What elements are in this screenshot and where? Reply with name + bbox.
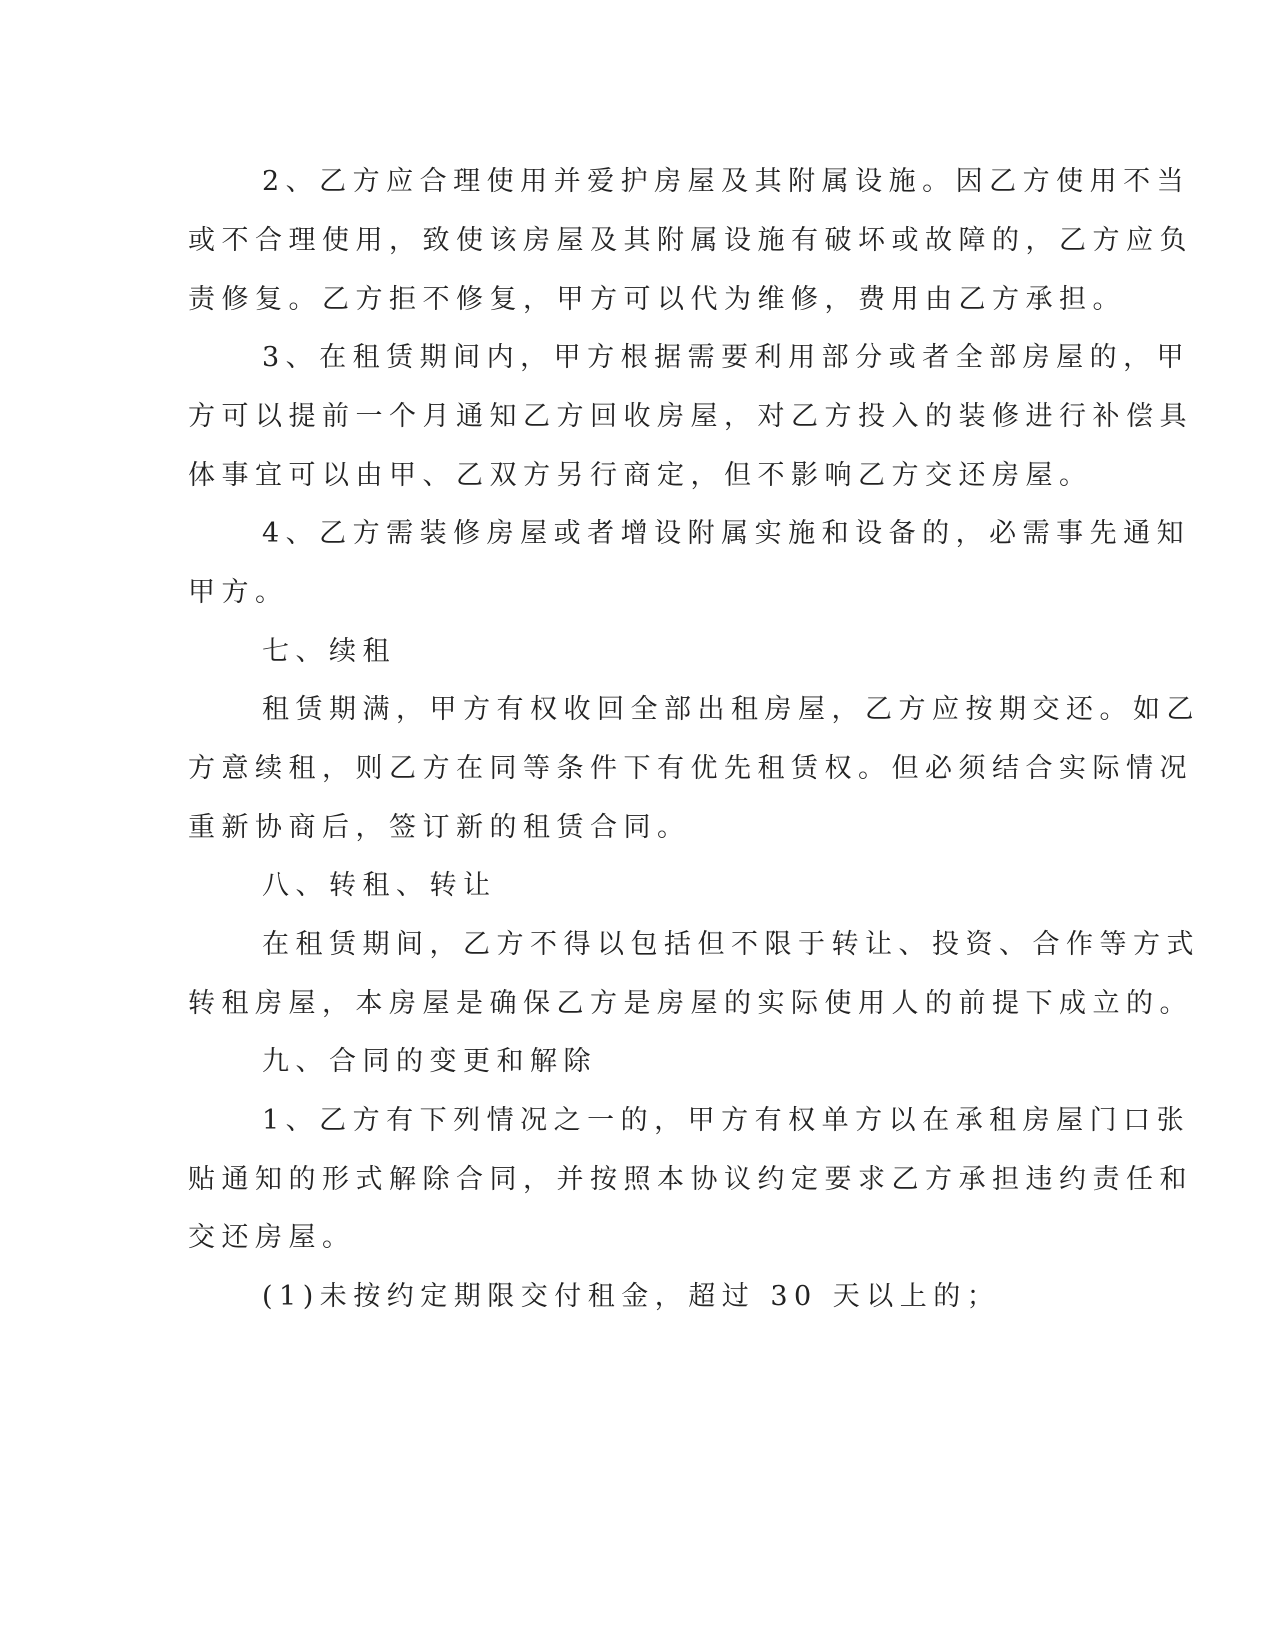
clause-6-4-line-1: 4、乙方需装修房屋或者增设附属实施和设备的，必需事先通知 <box>262 518 1191 549</box>
renewal-line-3: 重新协商后，签订新的租赁合同。 <box>188 812 691 843</box>
clause-6-2-line-2: 或不合理使用，致使该房屋及其附属设施有破坏或故障的，乙方应负 <box>188 225 1193 256</box>
clause-9-1-item-1: (1)未按约定期限交付租金，超过 30 天以上的； <box>262 1281 1001 1312</box>
clause-6-3-line-3: 体事宜可以由甲、乙双方另行商定，但不影响乙方交还房屋。 <box>188 460 1093 491</box>
renewal-line-2: 方意续租，则乙方在同等条件下有优先租赁权。但必须结合实际情况 <box>188 753 1193 784</box>
clause-9-1-line-2: 贴通知的形式解除合同，并按照本协议约定要求乙方承担违约责任和 <box>188 1164 1193 1195</box>
section-heading-sublease: 八、转租、转让 <box>262 870 497 901</box>
clause-6-2-line-3: 责修复。乙方拒不修复，甲方可以代为维修，费用由乙方承担。 <box>188 284 1126 315</box>
clause-6-3-line-2: 方可以提前一个月通知乙方回收房屋，对乙方投入的装修进行补偿具 <box>188 401 1193 432</box>
clause-6-4-line-2: 甲方。 <box>188 577 289 608</box>
clause-6-3-line-1: 3、在租赁期间内，甲方根据需要利用部分或者全部房屋的，甲 <box>262 342 1191 373</box>
clause-9-1-line-1: 1、乙方有下列情况之一的，甲方有权单方以在承租房屋门口张 <box>262 1105 1191 1136</box>
sublease-line-2: 转租房屋，本房屋是确保乙方是房屋的实际使用人的前提下成立的。 <box>188 988 1193 1019</box>
section-heading-renewal: 七、续租 <box>262 636 396 667</box>
section-heading-termination: 九、合同的变更和解除 <box>262 1046 597 1077</box>
clause-9-1-line-3: 交还房屋。 <box>188 1222 356 1253</box>
renewal-line-1: 租赁期满，甲方有权收回全部出租房屋，乙方应按期交还。如乙 <box>262 694 1200 725</box>
clause-6-2-line-1: 2、乙方应合理使用并爱护房屋及其附属设施。因乙方使用不当 <box>262 166 1191 197</box>
sublease-line-1: 在租赁期间，乙方不得以包括但不限于转让、投资、合作等方式 <box>262 929 1200 960</box>
